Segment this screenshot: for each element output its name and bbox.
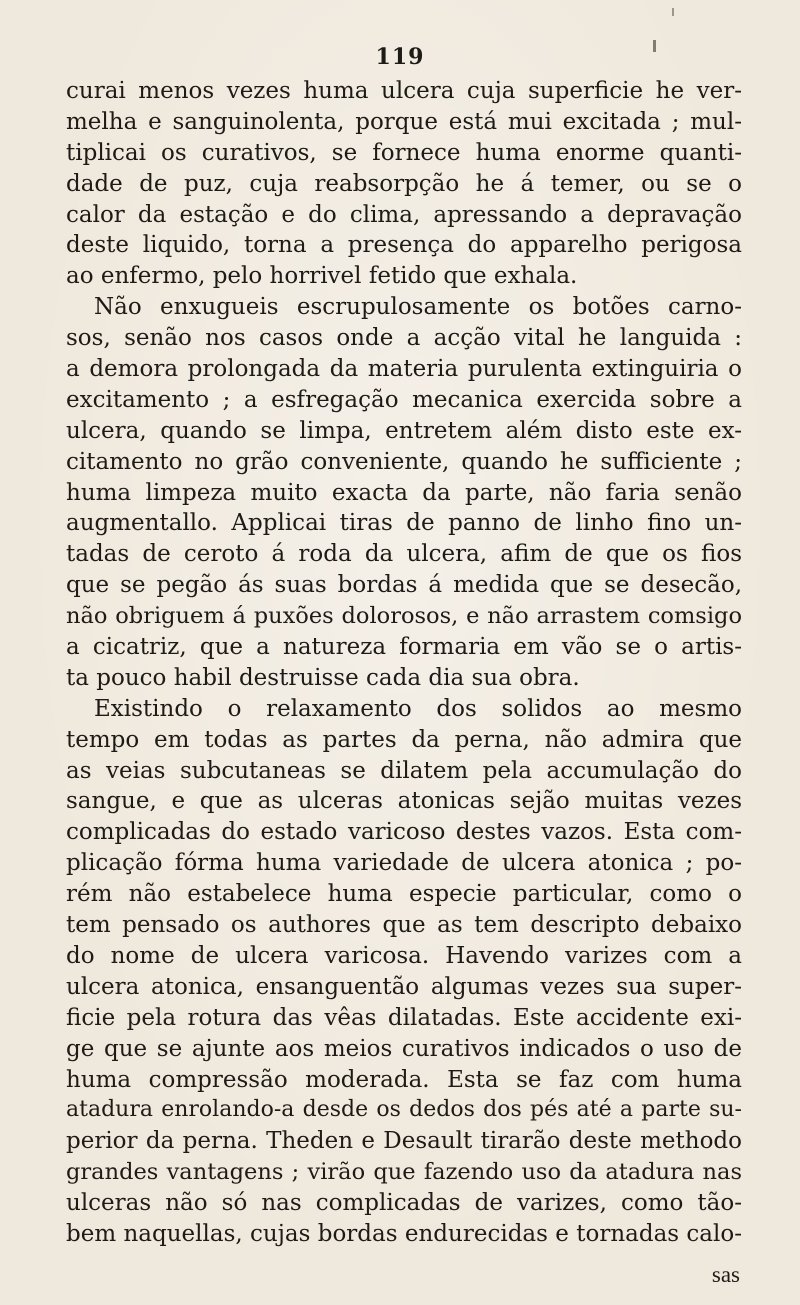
text-line: do nome de ulcera varicosa. Havendo varizes com a bbox=[66, 942, 742, 969]
text-line: citamento no grão conveniente, quando he sufficiente ; bbox=[66, 448, 742, 475]
text-line: tiplicai os curativos, se fornece huma enorme quanti- bbox=[66, 139, 742, 166]
text-line: atadura enrolando-a desde os dedos dos pés até a parte su- bbox=[66, 1097, 742, 1123]
text-line: ao enfermo, pelo horrivel fetido que exhala. bbox=[66, 263, 578, 290]
text-line: tem pensado os authores que as tem descripto debaixo bbox=[66, 912, 742, 939]
paragraph-start-line: Não enxugueis escrupulosamente os botões carno- bbox=[94, 294, 742, 321]
text-line: ta pouco habil destruisse cada dia sua obra. bbox=[66, 664, 580, 691]
text-line: calor da estação e do clima, apressando a depravação bbox=[66, 201, 742, 228]
text-line: que se pegão ás suas bordas á medida que se desecão, bbox=[66, 572, 742, 599]
text-line: curai menos vezes huma ulcera cuja superficie he ver- bbox=[66, 78, 742, 104]
ink-mark bbox=[672, 8, 674, 16]
body-text bbox=[66, 76, 742, 1250]
text-line: sangue, e que as ulceras atonicas sejão muitas vezes bbox=[66, 788, 742, 815]
text-line: deste liquido, torna a presença do apparelho perigosa bbox=[66, 232, 742, 259]
text-line: ulceras não só nas complicadas de varizes, como tão- bbox=[66, 1190, 742, 1217]
text-line: as veias subcutaneas se dilatem pela accumulação do bbox=[66, 757, 742, 784]
text-line: tempo em todas as partes da perna, não admira que bbox=[66, 726, 742, 753]
text-line: ge que se ajunte aos meios curativos indicados o uso de bbox=[66, 1035, 742, 1062]
text-line: excitamento ; a esfregação mecanica exercida sobre a bbox=[66, 386, 742, 413]
text-line: complicadas do estado varicoso destes vazos. Esta com- bbox=[66, 819, 742, 846]
text-line: dade de puz, cuja reabsorpção he á temer, ou se o bbox=[66, 170, 742, 197]
paragraph-start-line: Existindo o relaxamento dos solidos ao mesmo bbox=[94, 695, 742, 722]
text-line: plicação fórma huma variedade de ulcera atonica ; po- bbox=[66, 850, 742, 877]
text-line: sos, senão nos casos onde a acção vital he languida : bbox=[66, 325, 742, 352]
text-line: tadas de ceroto á roda da ulcera, afim de que os fios bbox=[66, 541, 742, 568]
text-line: huma limpeza muito exacta da parte, não faria senão bbox=[66, 479, 742, 506]
text-line: ulcera atonica, ensanguentão algumas vezes sua super- bbox=[66, 973, 742, 1000]
text-line: bem naquellas, cujas bordas endurecidas e tornadas calo- bbox=[66, 1220, 742, 1247]
page-number: 119 bbox=[375, 44, 425, 70]
catchword: sas bbox=[711, 1262, 740, 1287]
text-line: a cicatriz, que a natureza formaria em vão se o artis- bbox=[66, 634, 742, 661]
text-line: melha e sanguinolenta, porque está mui excitada ; mul- bbox=[66, 108, 742, 135]
text-line: perior da perna. Theden e Desault tirarão deste methodo bbox=[66, 1128, 742, 1155]
text-line: não obriguem á puxões dolorosos, e não arrastem comsigo bbox=[66, 603, 742, 630]
text-line: ulcera, quando se limpa, entretem além disto este ex- bbox=[66, 417, 742, 444]
text-line: augmentallo. Applicai tiras de panno de linho fino un- bbox=[66, 510, 742, 537]
text-line: a demora prolongada da materia purulenta extinguiria o bbox=[66, 356, 742, 383]
text-line: huma compressão moderada. Esta se faz com huma bbox=[66, 1066, 742, 1093]
text-line: rém não estabelece huma especie particular, como o bbox=[66, 881, 742, 908]
text-line: ficie pela rotura das vêas dilatadas. Este accidente exi- bbox=[66, 1004, 742, 1031]
text-line: grandes vantagens ; virão que fazendo uso da atadura nas bbox=[66, 1159, 742, 1186]
